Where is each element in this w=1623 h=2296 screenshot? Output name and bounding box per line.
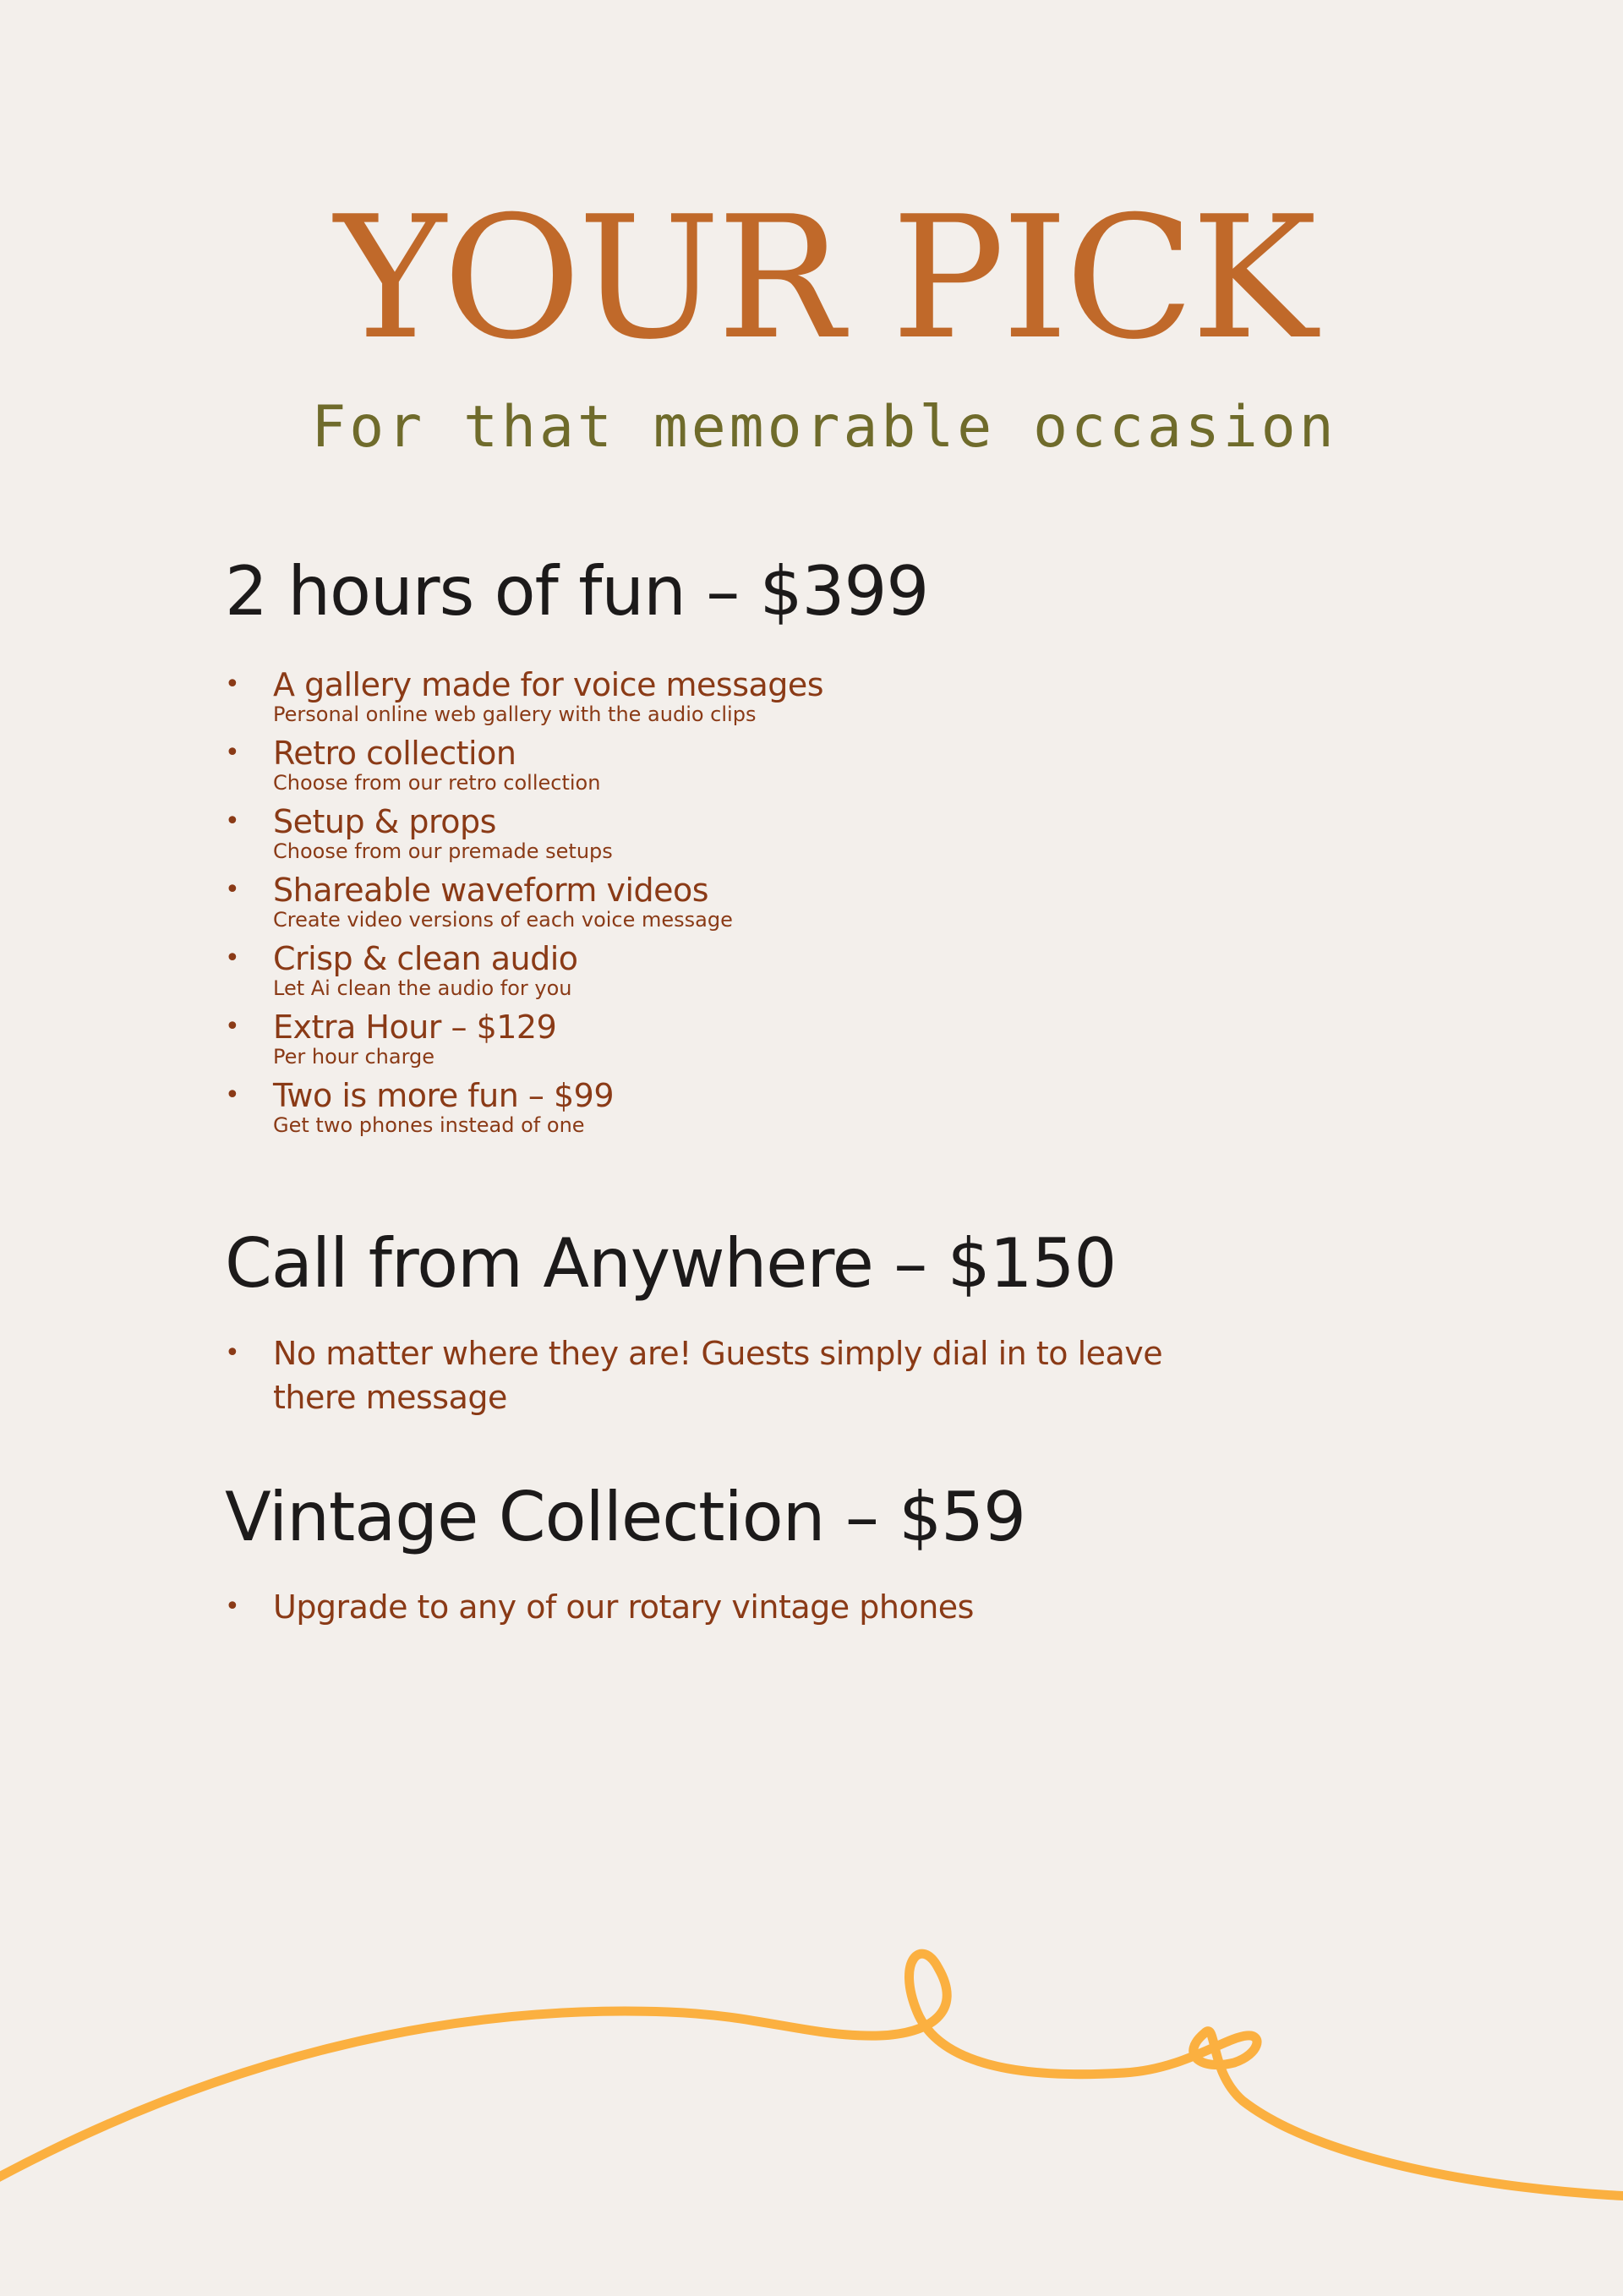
bullet-icon: • <box>225 1592 240 1621</box>
bullet-icon: • <box>225 875 240 905</box>
bullet-icon: • <box>225 1080 240 1110</box>
package-call-from-anywhere <box>225 1224 1408 1419</box>
feature-label: Shareable waveform videos <box>273 872 709 909</box>
feature-label: A gallery made for voice messages <box>273 666 824 703</box>
list-item <box>225 1009 1408 1077</box>
swirl-line <box>0 1954 1623 2196</box>
bullet-icon: • <box>225 738 240 768</box>
bullet-icon: • <box>225 806 240 836</box>
page-header <box>0 180 1623 461</box>
feature-list <box>225 1331 1408 1419</box>
package-heading: Call from Anywhere – $150 <box>225 1224 1117 1303</box>
feature-description: Personal online web gallery with the audio clips <box>273 702 757 726</box>
feature-description: Let Ai clean the audio for you <box>273 976 572 1000</box>
page-title: YOUR PICK <box>334 180 1314 377</box>
list-item <box>225 803 1408 872</box>
list-item <box>225 1585 1408 1629</box>
feature-description: Choose from our retro collection <box>273 771 601 795</box>
package-two-hours <box>225 552 1408 1145</box>
list-item <box>225 735 1408 803</box>
feature-label: Upgrade to any of our rotary vintage phones <box>273 1588 974 1626</box>
feature-list <box>225 1585 1408 1629</box>
feature-label: Retro collection <box>273 735 516 772</box>
bullet-icon: • <box>225 943 240 973</box>
feature-label: Two is more fun – $99 <box>273 1077 615 1114</box>
list-item <box>225 872 1408 940</box>
package-vintage-collection <box>225 1478 1408 1629</box>
feature-label: Setup & props <box>273 803 496 840</box>
feature-label: Extra Hour – $129 <box>273 1009 557 1046</box>
feature-description: Create video versions of each voice message <box>273 908 733 932</box>
list-item <box>225 666 1408 735</box>
feature-label: Crisp & clean audio <box>273 940 578 977</box>
feature-description: Get two phones instead of one <box>273 1113 585 1137</box>
package-heading: 2 hours of fun – $399 <box>225 552 929 631</box>
list-item <box>225 1077 1408 1145</box>
bullet-icon: • <box>225 1338 240 1368</box>
feature-list <box>225 666 1408 1145</box>
feature-description: Per hour charge <box>273 1045 435 1069</box>
bullet-icon: • <box>225 1012 240 1041</box>
bullet-icon: • <box>225 670 240 699</box>
feature-label: No matter where they are! Guests simply dial in to leave there message <box>273 1335 1163 1416</box>
list-item <box>225 1331 1228 1419</box>
page-subtitle: For that memorable occasion <box>311 394 1337 461</box>
list-item <box>225 940 1408 1009</box>
feature-description: Choose from our premade setups <box>273 839 613 863</box>
decorative-swirl-icon <box>0 1927 1623 2296</box>
package-heading: Vintage Collection – $59 <box>225 1478 1025 1556</box>
